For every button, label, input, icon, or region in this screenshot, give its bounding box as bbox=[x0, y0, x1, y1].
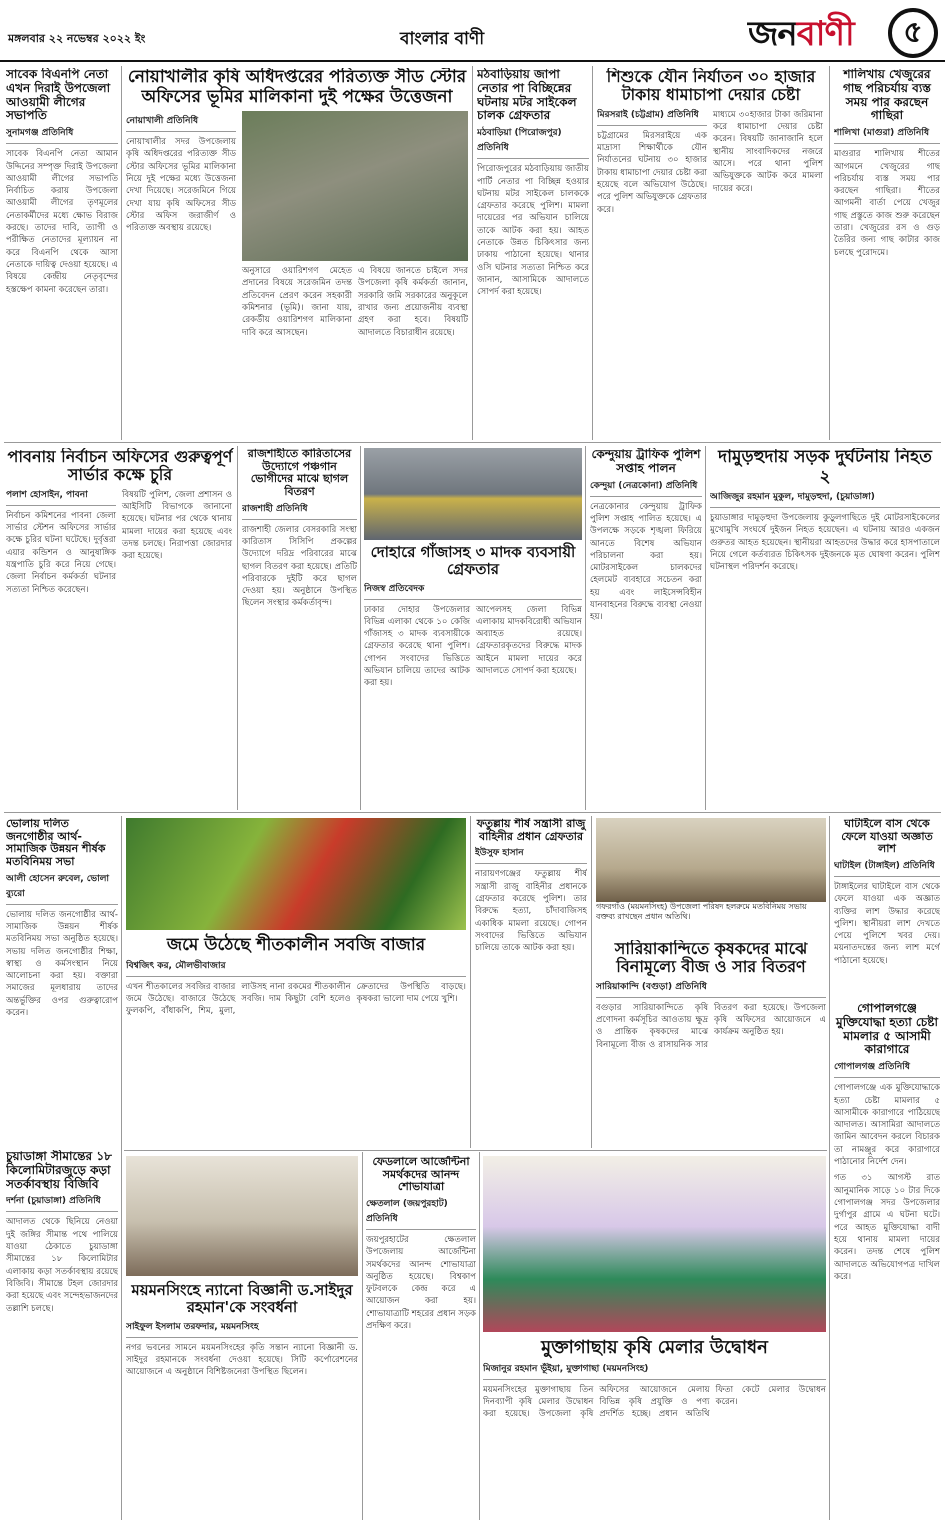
article-body: ভোলায় দলিত জনগোষ্ঠীর আর্থ-সামাজিক উন্নয়ন শীর্ষক মতবিনিময় সভা অনুষ্ঠিত হয়েছে। সভায় দলিত জনগোষ্ঠীর শিক্ষা, স্বাস্থ্য ও কর্মসংস্থান নিয়ে আলোচনা করা হয়। বক্তারা সমাজের মূলধারায় তাদের অন্তর্ভুক্তির ওপর গুরুত্বারোপ করেন। bbox=[6, 909, 118, 1019]
divider bbox=[829, 816, 830, 1520]
headline: নোয়াখালীর কৃষি অধিদপ্তরের পরিত্যক্ত সীড স্টোর অফিসের ভূমির মালিকানা দুই পক্ষের উত্তেজনা bbox=[127, 68, 467, 107]
divider bbox=[470, 816, 471, 1148]
article-body: অনুসারে ওয়ারিশগণ মেহেত প্রদানের বিষয়ে সরেজমিন তদন্ত প্রতিবেদন প্রেরণ করেন সহকারী কমিশনার (ভূমি)। জানা যায়, রেকর্ডীয় ওয়ারিশগণ মালিকানা দাবি করে আসছেন। bbox=[242, 266, 352, 338]
divider bbox=[124, 1150, 827, 1151]
article-body: বগুড়ার সারিয়াকান্দিতে কৃষি প্রণোদনা কর্মসূচির আওতায় ক্ষুদ্র ও প্রান্তিক কৃষকদের মাঝে বিনামূল্যে বীজ ও রাসায়নিক সার বিতরণ করা হয়েছে। উপজেলা কৃষি অফিসের আয়োজনে এ কার্যক্রম অনুষ্ঠিত হয়। bbox=[596, 1002, 826, 1050]
divider bbox=[591, 816, 592, 1148]
article-body: টাঙ্গাইলের ঘাটাইলে বাস থেকে ফেলে যাওয়া এক অজ্ঞাত ব্যক্তির লাশ উদ্ধার করেছে পুলিশ। স্থানীয়রা লাশ দেখতে পেয়ে পুলিশে খবর দেয়। ময়নাতদন্তের জন্য লাশ মর্গে পাঠানো হয়েছে। bbox=[834, 881, 940, 966]
article-bhola bbox=[6, 818, 118, 1148]
article-body: নেত্রকোনার কেন্দুয়ায় ট্রাফিক পুলিশ সপ্তাহ পালিত হয়েছে। এ উপলক্ষে সড়কে শৃঙ্খলা ফিরিয়ে আনতে বিশেষ অভিযান পরিচালনা করা হয়। মোটরসাইকেল চালকদের হেলমেট ব্যবহারে সচেতন করা হয় এবং লাইসেন্সবিহীন যানবাহনের বিরুদ্ধে ব্যবস্থা নেওয়া হয়। bbox=[590, 501, 702, 623]
photo-caption: গফরগাঁও (ময়মনসিংহ) উপজেলা পরিষদ হলরুমে মতবিনিময় সভায় বক্তব্য রাখছেন প্রধান অতিথি। bbox=[596, 902, 807, 922]
headline: পাবনায় নির্বাচন অফিসের গুরুত্বপূর্ণ সার্ভার কক্ষে চুরি bbox=[7, 448, 233, 485]
article-rajshahi bbox=[242, 448, 357, 808]
article-body: গোপালগঞ্জে এক মুক্তিযোদ্ধাকে হত্যা চেষ্টা মামলার ৫ আসামীকে কারাগারে পাঠিয়েছে আদালত। আসামিরা আদালতে জামিন আবেদন করলে বিচারক তা নামঞ্জুর করে কারাগারে পাঠানোর নির্দেশ দেন। bbox=[834, 1083, 940, 1168]
article-muktagacha bbox=[483, 1156, 826, 1520]
byline: দর্শনা (চুয়াডাঙ্গা) প্রতিনিধি bbox=[6, 1191, 118, 1212]
headline: শিশুকে যৌন নির্যাতন ৩০ হাজার টাকায় ধামাচাপা দেয়ার চেষ্টা bbox=[606, 68, 816, 105]
article-pabna bbox=[6, 448, 234, 808]
article-khetlal bbox=[366, 1156, 476, 1520]
article-body: সাবেক বিএনপি নেতা আমান উদ্দিনের সম্পৃক্ত দিরাই উপজেলা আওয়ামী লীগের সভাপতি নির্বাচিত করায় উপজেলা আওয়ামী লীগের তৃণমূলের নেতাকর্মীদের মধ্যে ক্ষোভ বিরাজ করছে। তাদের দাবি, ত্যাগী ও পরীক্ষিত নেতাদের মূল্যায়ন না করে বিএনপি থেকে আসা নেতাকে দায়িত্ব দেওয়া হয়েছে। এ বিষয়ে কেন্দ্রীয় নেতৃবৃন্দের হস্তক্ষেপ কামনা করেছেন তারা। bbox=[6, 149, 118, 295]
headline: জমে উঠেছে শীতকালীন সবজি বাজার bbox=[166, 935, 426, 955]
divider bbox=[592, 66, 593, 440]
article-sariakandi bbox=[596, 940, 826, 1148]
page-number: ৫ bbox=[888, 8, 938, 58]
photo-story-gafargaon bbox=[596, 818, 826, 936]
headline: ঘাটাইলে বাস থেকে ফেলে যাওয়া অজ্ঞাত লাশ bbox=[841, 818, 933, 856]
byline: কেন্দুয়া (নেত্রকোনা) প্রতিনিধি bbox=[590, 476, 702, 497]
article-body: নোয়াখালীর সদর উপজেলায় কৃষি অধিদপ্তরের পরিত্যক্ত সীড স্টোর অফিসের ভূমির মালিকানা নিয়ে দুই পক্ষের মধ্যে উত্তেজনা দেখা দিয়েছে। সরেজমিনে গিয়ে দেখা যায় কৃষি অফিসের সীড স্টোর অফিস জরাজীর্ণ ও পরিত্যক্ত অবস্থায় রয়েছে। bbox=[126, 137, 236, 234]
byline: মঠবাড়িয়া (পিরোজপুর) প্রতিনিধি bbox=[477, 123, 589, 159]
article-noakhali bbox=[126, 68, 468, 440]
divider bbox=[829, 66, 830, 440]
article-fatullah bbox=[475, 818, 587, 1148]
byline: শালিখা (মাগুরা) প্রতিনিধি bbox=[834, 123, 940, 144]
article-body: চুয়াডাঙ্গার দামুড়হুদা উপজেলায় কুড়ুলগাছিতে দুই মোটরসাইকেলের মুখোমুখি সংঘর্ষে দুইজন নিহত হয়েছেন। এ ঘটনায় আরও একজন গুরুতর আহত হয়েছেন। স্থানীয়রা আহতদের উদ্ধার করে হাসপাতালে নিয়ে গেলে কর্তব্যরত চিকিৎসক দুইজনকে মৃত ঘোষণা করেন। পুলিশ ঘটনাস্থল পরিদর্শন করেছে। bbox=[710, 513, 940, 573]
photo-vegetables bbox=[126, 818, 466, 930]
divider bbox=[121, 66, 122, 440]
byline: রাজশাহী প্রতিনিধি bbox=[242, 499, 357, 520]
article-body: বিষয়টি পুলিশ, জেলা প্রশাসন ও আইসিটি বিভাগকে জানানো হয়েছে। ঘটনার পর থেকে থানায় মামলা দায়ের করা হয়েছে এবং তদন্ত চলছে। নিরাপত্তা জোরদার করা হয়েছে। bbox=[122, 489, 232, 562]
article-shalikha bbox=[834, 68, 940, 440]
article-body: নির্বাচন কমিশনের পাবনা জেলা সার্ভার স্টেশন অফিসের সার্ভার কক্ষে চুরির ঘটনা ঘটেছে। দুর্বৃত্তরা এয়ার কন্ডিশন ও আনুষাঙ্গিক যন্ত্রপাতি চুরি করে নিয়ে গেছে। জেলা নির্বাচন কর্মকর্তা ঘটনার সত্যতা নিশ্চিত করেছেন। bbox=[6, 510, 116, 595]
photo-reception bbox=[126, 1156, 358, 1276]
divider bbox=[237, 446, 238, 810]
photo-dohar-arrest bbox=[364, 448, 582, 540]
article-body: মাগুরার শালিখায় শীতের আগমনে খেজুরের গাছ পরিচর্যায় ব্যস্ত সময় পার করছেন গাছিরা। শীতের আগমনী বার্তা পেয়ে খেজুর গাছ প্রস্তুতে কাজ শুরু করেছেন তারা। খেজুরের রস ও গুড় তৈরির জন্য গাছ কাটার কাজ চলছে পুরোদমে। bbox=[834, 149, 940, 258]
divider bbox=[479, 1152, 480, 1520]
article-mathbaria bbox=[477, 68, 589, 440]
byline: আজিজুর রহমান মুকুল, দামুড়হুদা, (চুয়াডাঙ্গা) bbox=[710, 487, 940, 508]
byline: বিশ্বজিৎ কর, মৌলভীবাজার bbox=[126, 956, 466, 977]
byline: সুনামগঞ্জ প্রতিনিধি bbox=[6, 123, 118, 144]
photo-meeting bbox=[596, 818, 826, 902]
byline: সাইফুল ইসলাম তরফদার, ময়মনসিংহ bbox=[126, 1317, 358, 1338]
divider bbox=[360, 446, 361, 810]
headline: শালিখায় খেজুরের গাছ পরিচর্যায় ব্যস্ত সময় পার করছেন গাছিরা bbox=[843, 68, 931, 123]
article-body: এ বিষয়ে জানতে চাইলে সদর উপজেলা কৃষি কর্মকর্তা জানান, সরকারি জমি সরকারের অনুকূলে রাখার জন্য প্রয়োজনীয় ব্যবস্থা গ্রহণ করা হবে। বিষয়টি আদালতে বিচারাধীন রয়েছে। bbox=[358, 266, 468, 338]
article-body: চট্টগ্রামের মিরসরাইয়ে এক মাদ্রাসা শিক্ষার্থীকে যৌন নির্যাতনের ঘটনায় ৩০ হাজার টাকায় ধামাচাপা দেয়ার চেষ্টা করা হয়েছে বলে অভিযোগ উঠেছে। পরে পুলিশ অভিযুক্তকে গ্রেফতার করে। bbox=[597, 130, 707, 215]
byline: ইউসুফ হাসান bbox=[475, 843, 587, 864]
headline: দোহারে গাঁজাসহ ৩ মাদক ব্যবসায়ী গ্রেফতার bbox=[370, 543, 576, 579]
article-chuadanga-bgb bbox=[6, 1150, 118, 1520]
byline: গোপালগঞ্জ প্রতিনিধি bbox=[834, 1057, 940, 1078]
byline: নোয়াখালী প্রতিনিধি bbox=[126, 111, 236, 132]
article-body: রাজশাহী জেলার বেসরকারি সংস্থা কারিতাস সিসিপি প্রকল্পের উদ্যোগে দরিদ্র পরিবারের মাঝে ছাগল বিতরণ করা হয়েছে। প্রতিটি পরিবারকে দুইটি করে ছাগল দেওয়া হয়। অনুষ্ঠানে উপস্থিত ছিলেন সংস্থার কর্মকর্তাবৃন্দ। bbox=[242, 524, 357, 609]
issue-date: মঙ্গলবার ২২ নভেম্বর ২০২২ ইং bbox=[8, 32, 146, 45]
divider bbox=[705, 446, 706, 810]
divider bbox=[585, 446, 586, 810]
byline: আলী হোসেন রুবেল, ভোলা ব্যুরো bbox=[6, 869, 118, 905]
article-damurhuda bbox=[710, 448, 940, 808]
article-vegetable-market bbox=[126, 818, 466, 1148]
headline: মুক্তাগাছায় কৃষি মেলার উদ্বোধন bbox=[541, 1337, 768, 1358]
photo-agri-fair bbox=[483, 1156, 826, 1332]
article-body: নগর ভবনের সামনে ময়মনসিংহের কৃতি সন্তান ন্যানো বিজ্ঞানী ড. সাইদুর রহমানকে সংবর্ধনা দেওয়া হয়েছে। সিটি কর্পোরেশনের আয়োজনে এ অনুষ্ঠানে বিশিষ্টজনেরা উপস্থিত ছিলেন। bbox=[126, 1342, 358, 1378]
article-kendua bbox=[590, 448, 702, 808]
byline: সারিয়াকান্দি (বগুড়া) প্রতিনিধি bbox=[596, 977, 826, 998]
article-body: আপেলসহ জেলা বিভিন্ন এলাকায় মাদকবিরোধী অভিযান অব্যাহত রয়েছে। গ্রেফতারকৃতদের বিরুদ্ধে মাদক আইনে মামলা দায়ের করে আদালতে সোপর্দ করা হয়েছে। bbox=[476, 604, 582, 677]
article-mirsarai bbox=[597, 68, 825, 440]
byline: পলাশ হোসাইন, পাবনা bbox=[6, 485, 116, 506]
article-body: ময়মনসিংহের মুক্তাগাছায় তিন দিনব্যাপী কৃষি মেলার উদ্বোধন করা হয়েছে। উপজেলা কৃষি অফিসের আয়োজনে মেলায় বিভিন্ন কৃষি প্রযুক্তি ও পণ্য প্রদর্শিত হচ্ছে। প্রধান অতিথি ফিতা কেটে মেলার উদ্বোধন করেন। bbox=[483, 1384, 826, 1420]
section-name: বাংলার বাণী bbox=[400, 29, 485, 49]
headline: গোপালগঞ্জে মুক্তিযোদ্ধা হত্যা চেষ্টা মামলার ৫ আসামী কারাগারে bbox=[836, 1002, 938, 1057]
byline: মিরসরাই (চট্টগ্রাম) প্রতিনিধি bbox=[597, 105, 707, 126]
divider bbox=[121, 816, 122, 1520]
divider bbox=[4, 812, 941, 813]
byline: ঘাটাইল (টাঙ্গাইল) প্রতিনিধি bbox=[834, 856, 940, 877]
article-body: মাধ্যমে ৩০হাজার টাকা জরিমানা করে ধামাচাপা দেয়ার চেষ্টা করেন। বিষয়টি জানাজানি হলে স্থানীয় সাংবাদিকদের নজরে আসে। পরে থানা পুলিশ অভিযুক্তকে আটক করে মামলা দায়ের করে। bbox=[713, 109, 823, 194]
divider bbox=[362, 1152, 363, 1520]
article-dirai bbox=[6, 68, 118, 438]
byline: মিজানুর রহমান ভূঁইয়া, মুক্তাগাছা (ময়মনসিংহ) bbox=[483, 1359, 826, 1380]
article-body: পিরোজপুরের মঠবাড়িয়ায় জাতীয় পার্টি নেতার পা বিচ্ছিন্ন হওয়ার ঘটনায় মটর সাইকেল চালককে গ্রেফতার করেছে পুলিশ। মামলা দায়েরের পর অভিযান চালিয়ে তাকে আটক করা হয়। আহত নেতাকে উন্নত চিকিৎসার জন্য ঢাকায় পাঠানো হয়েছে। থানার ওসি ঘটনার সত্যতা নিশ্চিত করে জানান, আসামিকে আদালতে সোপর্দ করা হয়েছে। bbox=[477, 164, 589, 298]
headline: সাবেক বিএনপি নেতা এখন দিরাই উপজেলা আওয়ামী লীগের সভাপতি bbox=[6, 68, 111, 123]
article-mymensingh bbox=[126, 1156, 358, 1520]
divider bbox=[472, 66, 473, 440]
headline: ফেডলালে আর্জেন্টিনা সমর্থকদের আনন্দ শোভাযাত্রা bbox=[372, 1156, 470, 1194]
headline: দামুড়হুদায় সড়ক দুর্ঘটনায় নিহত ২ bbox=[718, 448, 932, 487]
photo-seed-store bbox=[242, 111, 468, 261]
headline: চুয়াডাঙ্গা সীমান্তের ১৮ কিলোমিটারজুড়ে কড়া সতর্কাবস্থায় বিজিবি bbox=[6, 1150, 112, 1191]
headline: সারিয়াকান্দিতে কৃষকদের মাঝে বিনামূল্যে বীজ ও সার বিতরণ bbox=[614, 940, 808, 977]
byline: ক্ষেতলাল (জয়পুরহাট) প্রতিনিধি bbox=[366, 1194, 476, 1230]
byline: নিজস্ব প্রতিবেদক bbox=[364, 579, 582, 600]
article-body: ঢাকার দোহার উপজেলার বিভিন্ন এলাকা থেকে ১০ কেজি গাঁজাসহ ৩ মাদক ব্যবসায়ীকে গ্রেফতার করেছে থানা পুলিশ। গোপন সংবাদের ভিত্তিতে অভিযান চালিয়ে তাদের আটক করা হয়। bbox=[364, 604, 470, 689]
masthead bbox=[0, 0, 945, 62]
article-gopalganj bbox=[834, 1002, 940, 1520]
headline: মঠবাড়িয়ায় জাপা নেতার পা বিচ্ছিন্নের ঘটনায় মটর সাইকেল চালক গ্রেফতার bbox=[477, 68, 577, 123]
headline: কেন্দুয়ায় ট্রাফিক পুলিশ সপ্তাহ পালন bbox=[591, 448, 701, 475]
article-body: আদালত থেকে ছিনিয়ে নেওয়া দুই জঙ্গির সীমান্ত পথে পালিয়ে যাওয়া ঠেকাতে চুয়াডাঙ্গা সীমান্তের ১৮ কিলোমিটার এলাকায় কড়া সতর্কাবস্থায় রয়েছে বিজিবি। সীমান্তে টহল জোরদার করা হয়েছে এবং সন্দেহভাজনদের তল্লাশি চলছে। bbox=[6, 1217, 118, 1314]
article-body-continued: গত ৩১ আগস্ট রাত আনুমানিক সাড়ে ১০ টার দিকে গোপালগঞ্জ সদর উপজেলার দুর্গাপুর গ্রামে এ ঘটনা ঘটে। পরে আহত মুক্তিযোদ্ধা বাদী হয়ে থানায় মামলা দায়ের করেন। তদন্ত শেষে পুলিশ আদালতে অভিযোগপত্র দাখিল করে। bbox=[834, 1173, 940, 1282]
headline: ময়মনসিংহে ন্যানো বিজ্ঞানী ড.সাইদুর রহমান'কে সংবর্ধনা bbox=[131, 1281, 353, 1317]
article-ghatail bbox=[834, 818, 940, 998]
headline: রাজশাহীতে কারিতাসের উদ্যোগে পঞ্চগান ভোগীদের মাঝে ছাগল বিতরণ bbox=[247, 448, 352, 498]
divider bbox=[4, 442, 941, 443]
article-body: নারায়ণগঞ্জের ফতুল্লায় শীর্ষ সন্ত্রাসী রাজু বাহিনীর প্রধানকে গ্রেফতার করেছে পুলিশ। তার বিরুদ্ধে হত্যা, চাঁদাবাজিসহ একাধিক মামলা রয়েছে। গোপন সংবাদের ভিত্তিতে অভিযান চালিয়ে তাকে আটক করা হয়। bbox=[475, 869, 587, 954]
headline: ফতুল্লায় শীর্ষ সন্ত্রাসী রাজু বাহিনীর প্রধান গ্রেফতার bbox=[476, 818, 586, 843]
article-dohar bbox=[364, 448, 582, 808]
article-body: এখন শীতকালের সবজির বাজার জমে উঠেছে। বাজারে উঠেছে ফুলকপি, বাঁধাকপি, শিম, মুলা, লাউসহ নানা রকমের শীতকালীন সবজি। দাম কিছুটা বেশি হলেও ক্রেতাদের উপস্থিতি বাড়ছে। কৃষকরা ভালো দাম পেয়ে খুশি। bbox=[126, 981, 466, 1017]
brand-logo: জনবাণী bbox=[748, 14, 854, 54]
article-body: জয়পুরহাটের ক্ষেতলাল উপজেলায় আর্জেন্টিনা সমর্থকদের আনন্দ শোভাযাত্রা অনুষ্ঠিত হয়েছে। বিশ্বকাপ ফুটবলকে কেন্দ্র করে এ আয়োজন করা হয়। শোভাযাত্রাটি শহরের প্রধান সড়ক প্রদক্ষিণ করে। bbox=[366, 1234, 476, 1332]
headline: ভোলায় দলিত জনগোষ্ঠীর আর্থ-সামাজিক উন্নয়ন শীর্ষক মতবিনিময় সভা bbox=[6, 818, 106, 868]
